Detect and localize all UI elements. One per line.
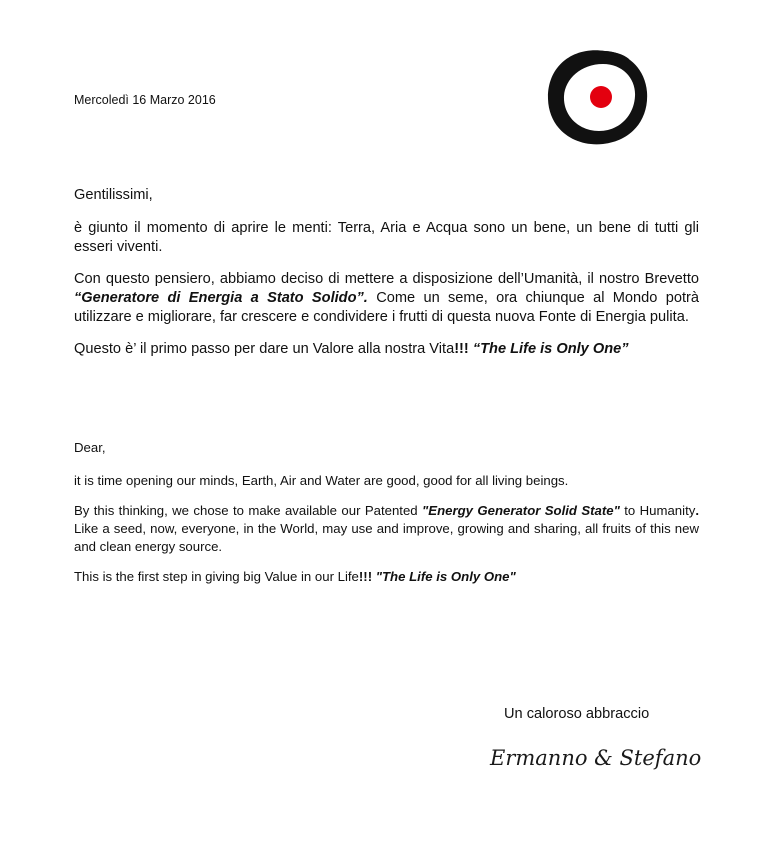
- english-paragraph-2: By this thinking, we chose to make available our Patented "Energy Generator Solid State" to Humanity. Like a seed, now, everyone, in the World, may use and improve, growing and sharing, all fruits of this new and clean energy source.: [74, 503, 699, 554]
- italian-section: [74, 186, 699, 372]
- italian-paragraph-3: Questo è’ il primo passo per dare un Valore alla nostra Vita!!! “The Life is Only One”: [74, 341, 629, 357]
- italian-paragraph-1: è giunto il momento di aprire le menti: Terra, Aria e Acqua sono un bene, un bene di tutti gli esseri viventi.: [74, 220, 699, 255]
- english-greeting: Dear,: [74, 440, 106, 455]
- italian-paragraph-2: Con questo pensiero, abbiamo deciso di mettere a disposizione dell’Umanità, il nostro Brevetto “Generatore di Energia a Stato Solido”. Come un seme, ora chiunque al Mondo potrà utilizzare e migliorare, far crescere e condividere i frutti di questa nuova Fonte di Energia pulita.: [74, 271, 699, 325]
- motto-en: "The Life is Only One": [375, 569, 516, 584]
- red-dot: [590, 86, 612, 108]
- patent-name-en: "Energy Generator Solid State": [422, 503, 620, 518]
- english-paragraph-3: This is the first step in giving big Value in our Life!!! "The Life is Only One": [74, 569, 516, 584]
- italian-greeting: Gentilissimi,: [74, 187, 153, 203]
- enso-logo-icon: [543, 44, 653, 150]
- motto-it: “The Life is Only One”: [472, 341, 629, 357]
- signature-text: Ermanno & Stefano: [490, 746, 702, 770]
- patent-name-it: “Generatore di Energia a Stato Solido”.: [74, 290, 368, 306]
- closing-line: Un caloroso abbraccio: [504, 706, 650, 722]
- english-paragraph-1: it is time opening our minds, Earth, Air and Water are good, good for all living beings.: [74, 473, 569, 488]
- letter-date: Mercoledì 16 Marzo 2016: [74, 93, 216, 107]
- signature: [488, 738, 702, 778]
- english-section: [74, 439, 699, 598]
